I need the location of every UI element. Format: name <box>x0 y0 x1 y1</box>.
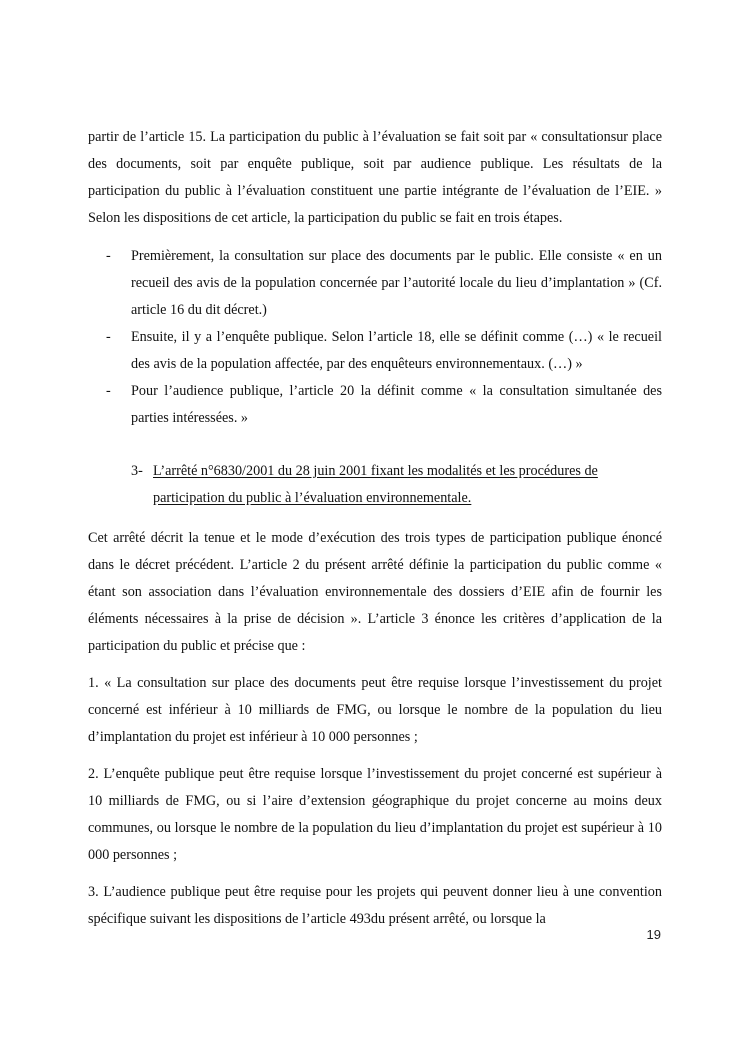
intro-paragraph: partir de l’article 15. La participation du public à l’évaluation se fait soit par « consultationsur place des documents, soit par enquête publique, soit par audience publique. Les résultats de la participation du public à l’évaluation constituent une partie intégrante de l’évaluation de l’EIE. » Selon les dispositions de cet article, la participation du public se fait en trois étapes. <box>88 129 662 226</box>
bullet-marker: - <box>106 248 111 264</box>
section-title: L’arrêté n°6830/2001 du 28 juin 2001 fixant les modalités et les procédures de participation du public à l’évaluation environnementale. <box>153 463 598 506</box>
body-paragraph: Cet arrêté décrit la tenue et le mode d’exécution des trois types de participation publique énoncé dans le décret précédent. L’article 2 du présent arrêté définie la participation du public comme « étant son association dans l’évaluation environnementale des dossiers d’EIE afin de fournir les éléments nécessaires à la prise de décision ». L’article 3 énonce les critères d’application de la participation du public et précise que : <box>88 530 662 654</box>
list-item-text: Pour l’audience publique, l’article 20 la définit comme « la consultation simultanée des parties intéressées. » <box>131 383 662 426</box>
bullet-marker: - <box>106 383 111 399</box>
criteria-paragraph-2: 2. L’enquête publique peut être requise lorsque l’investissement du projet concerné est supérieur à 10 milliards de FMG, ou si l’aire d’extension géographique du projet concerne au moins deux communes, ou lorsque le nombre de la population du lieu d’implantation du projet est supérieur à 10 000 personnes ; <box>88 766 662 863</box>
section-number: 3- <box>131 463 143 479</box>
list-item-text: Ensuite, il y a l’enquête publique. Selon l’article 18, elle se définit comme (…) « le recueil des avis de la population affectée, par des enquêteurs environnementaux. (…) » <box>131 329 662 372</box>
criteria-paragraph-1: 1. « La consultation sur place des documents peut être requise lorsque l’investissement du projet concerné est inférieur à 10 milliards de FMG, ou lorsque le nombre de la population du lieu d’implantation du projet est inférieur à 10 000 personnes ; <box>88 675 662 745</box>
participation-steps-list <box>88 243 662 432</box>
list-item <box>88 243 662 324</box>
section-heading <box>88 458 662 512</box>
page-number: 19 <box>646 927 661 942</box>
page-body <box>88 124 662 933</box>
list-item-text: Premièrement, la consultation sur place des documents par le public. Elle consiste « en un recueil des avis de la population concernée par l’autorité locale du lieu d’implantation » (Cf. article 16 du dit décret.) <box>131 248 662 318</box>
criteria-paragraph-3: 3. L’audience publique peut être requise pour les projets qui peuvent donner lieu à une convention spécifique suivant les dispositions de l’article 493du présent arrêté, ou lorsque la <box>88 884 662 927</box>
list-item <box>88 324 662 378</box>
bullet-marker: - <box>106 329 111 345</box>
list-item <box>88 378 662 432</box>
